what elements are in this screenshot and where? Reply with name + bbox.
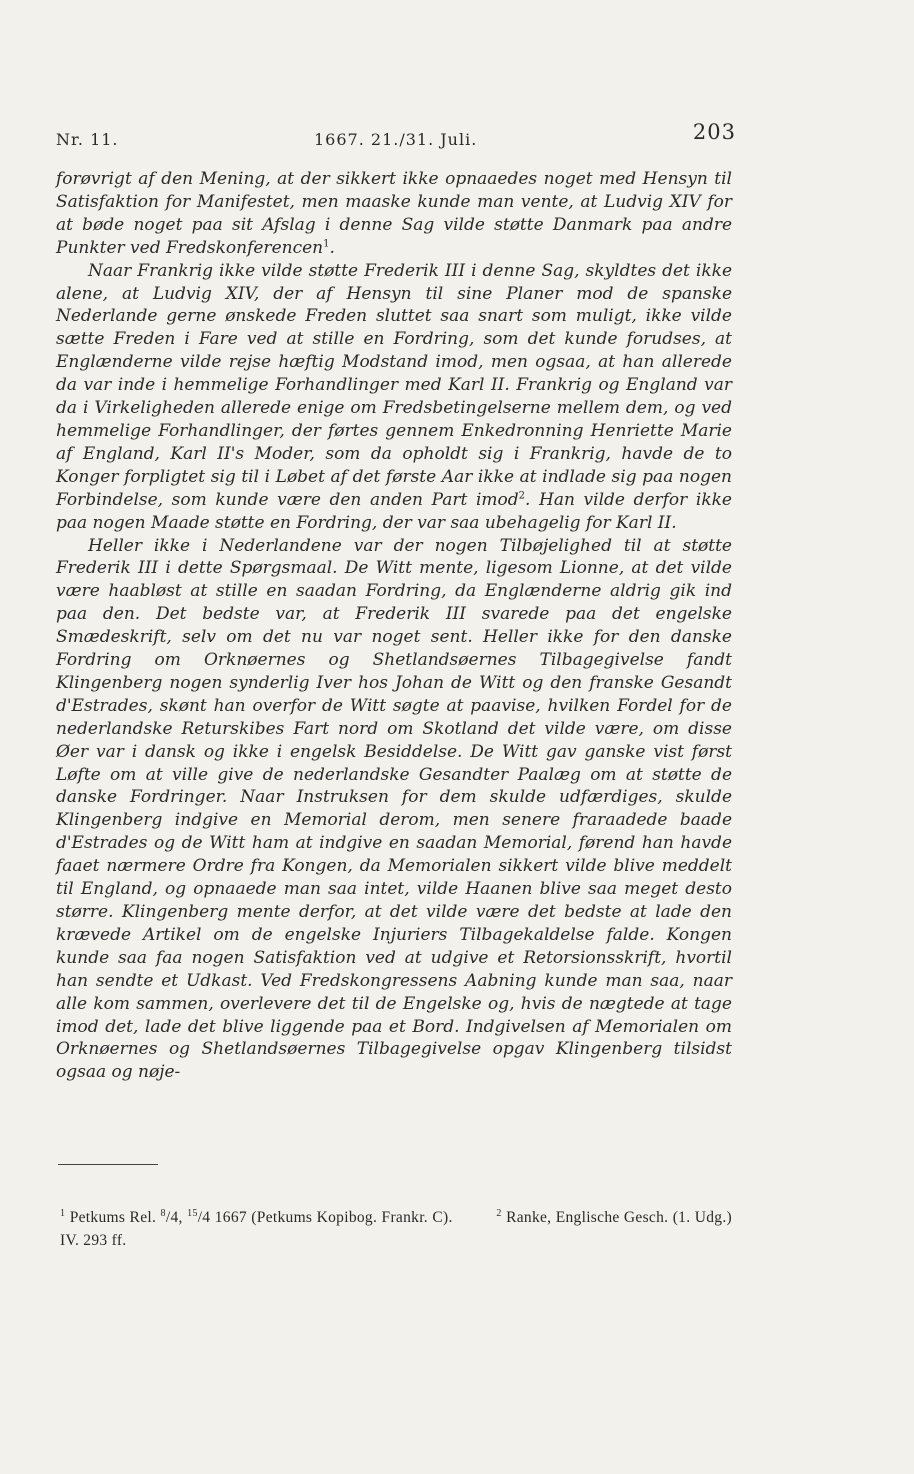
footnote-ref: 1	[323, 238, 330, 250]
sentence-end: .	[525, 489, 531, 510]
paragraph-text: Heller ikke i Nederlandene var der nogen Tilbøjelighed til at støtte Frederik III i dette Spørgsmaal. De Witt mente, ligesom Lionne, at det vilde være haabløst at stille en saadan Fordring, da Englænderne aldrig gik ind paa den. Det bedste var, at Frederik III svarede paa det engelske Smædeskrift, selv om det nu var noget sent. Heller ikke for den danske Fordring om Orknøernes og Shetlandsøernes Tilbagegivelse fandt Klingenberg nogen synderlig Iver hos Johan de Witt og den franske Gesandt d'Estrades, skønt han overfor de Witt søgte at paavise, hvilken Fordel for de nederlandske Returskibes Fart nord om Skotland det vilde være, om disse Øer var i dansk og ikke i engelsk Besiddelse. De Witt gav ganske vist først Løfte om at ville give de nederlandske Gesandter Paalæg om at støtte de danske Fordringer. Naar Instruksen for dem skulde udfærdiges, skulde Klingenberg indgive en Memorial derom, men senere fraraadede baade d'Estrades og de Witt ham at indgive en saadan Memorial, førend han havde faaet nærmere Ordre fra Kongen, da Memorialen sikkert vilde blive meddelt til England, og opnaaede man saa intet, vilde Haanen blive saa meget desto større. Klingenberg mente derfor, at det vilde være det bedste at lade den krævede Artikel om de engelske Injuriers Tilbagekaldelse falde. Kongen kunde saa faa nogen Satisfaktion ved at udgive et Retorsionsskrift, hvortil han sendte et Udkast. Ved Fredskongressens Aabning kunde man saa, naar alle kom sammen, overlevere det til de Engelske og, hvis de nægtede at tage imod det, lade det blive liggende paa et Bord. Indgivelsen af Memorialen om Orknøernes og Shetlandsøernes Tilbagegivelse opgav Klingenberg tilsidst ogsaa og nøje-	[56, 535, 732, 1083]
paragraph	[56, 260, 732, 535]
paragraph-text: forøvrigt af den Mening, at der sikkert ikke opnaaedes noget med Hensyn til Satisfaktion for Manifestet, men maaske kunde man vente, at Ludvig XIV for at bøde noget paa sit Afslag i denne Sag vilde støtte Danmark paa andre Punkter ved Fredskonferencen	[56, 169, 732, 258]
footnote-mark: 2	[496, 1207, 502, 1219]
footnote-ref: 2	[518, 490, 525, 502]
paragraph-text: Naar Frankrig ikke vilde støtte Frederik III i denne Sag, skyldtes det ikke alene, at Ludvig XIV, der af Hensyn til sine Planer mod de spanske Nederlande gerne ønskede Freden sluttet saa snart som muligt, ikke vilde sætte Freden i Fare ved at stille en Fordring, som det kunde forudses, at Englænderne vilde rejse hæftig Modstand imod, men ogsaa, at han allerede da var inde i hemmelige Forhandlinger med Karl II. Frankrig og England var da i Virkeligheden allerede enige om Fredsbetingelserne mellem dem, og ved hemmelige Forhandlinger, der førtes gennem Enkedronning Henriette Marie af England, Karl II's Moder, som da opholdt sig i Frankrig, havde de to Konger forpligtet sig til i Løbet af det første Aar ikke at indlade sig paa nogen Forbindelse, som kunde være den anden Part imod	[56, 260, 732, 510]
footnotes	[60, 1206, 732, 1252]
date-separator: ,	[178, 1209, 188, 1226]
document-number: Nr. 11.	[56, 130, 119, 149]
page-number: 203	[692, 120, 736, 144]
date-denominator: /4	[165, 1209, 179, 1226]
paragraph	[56, 535, 732, 1085]
document-date: 1667. 21./31. Juli.	[314, 130, 478, 149]
footnote-mark: 1	[60, 1207, 66, 1219]
footnote-divider	[58, 1164, 158, 1165]
main-text	[56, 168, 732, 1084]
footnote-text: 1667 (Petkums Kopibog. Frankr. C).	[210, 1209, 453, 1226]
date-denominator: /4	[197, 1209, 211, 1226]
paragraph	[56, 168, 732, 260]
date-numerator: 15	[187, 1207, 198, 1219]
footnote-text: Ranke, Englische Gesch. (1. Udg.) IV. 293 ff.	[60, 1209, 732, 1249]
running-header	[56, 118, 736, 154]
paragraph-text: Han vilde derfor ikke paa nogen Maade støtte en Fordring, der var saa ubehagelig for Karl II.	[56, 489, 732, 533]
sentence-end: .	[329, 237, 335, 258]
footnote-text: Petkums Rel.	[69, 1209, 161, 1226]
date-numerator: 8	[160, 1207, 166, 1219]
